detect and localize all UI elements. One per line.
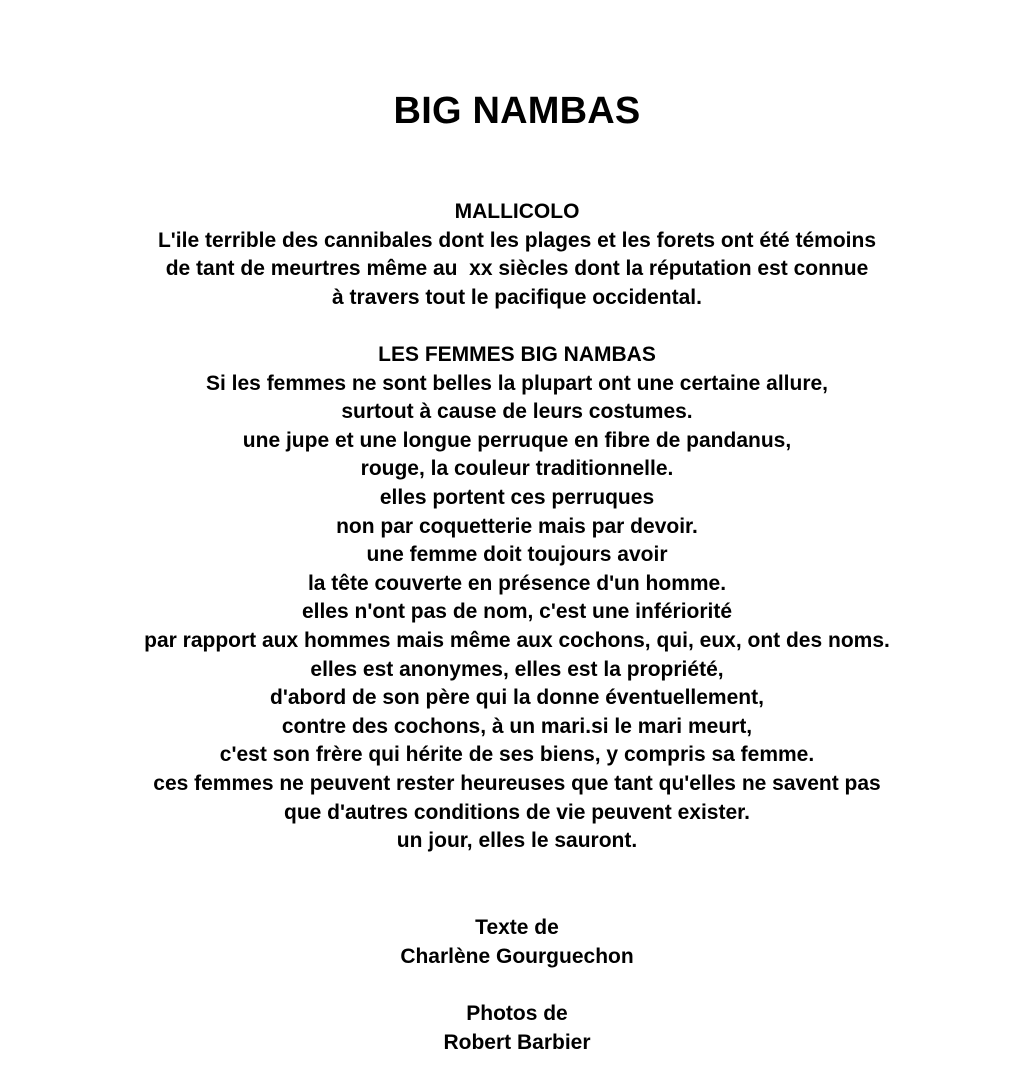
paragraph-line: rouge, la couleur traditionnelle. — [360, 457, 674, 481]
paragraph-line: elles est anonymes, elles est la propriété, — [310, 657, 724, 681]
paragraph-line: contre des cochons, à un mari.si le mari meurt, — [281, 714, 753, 738]
paragraph-line: un jour, elles le sauront. — [396, 829, 638, 853]
credits-photos-block — [0, 1000, 1024, 1057]
paragraph-line: elles portent ces perruques — [379, 485, 655, 509]
section-mallicolo — [0, 198, 1024, 312]
paragraph-line: c'est son frère qui hérite de ses biens, y compris sa femme. — [219, 743, 815, 767]
section-heading: MALLICOLO — [454, 200, 580, 223]
credit-author: Robert Barbier — [443, 1030, 591, 1054]
page-title: BIG NAMBAS — [393, 90, 641, 132]
credit-author: Charlène Gourguechon — [400, 944, 634, 968]
paragraph-line: par rapport aux hommes mais même aux cochons, qui, eux, ont des noms. — [144, 628, 890, 652]
credit-label: Photos de — [466, 1002, 568, 1025]
paragraph-line: que d'autres conditions de vie peuvent exister. — [284, 800, 750, 824]
credit-label: Texte de — [475, 916, 559, 939]
paragraph-line: une femme doit toujours avoir — [366, 543, 668, 567]
paragraph-line: d'abord de son père qui la donne éventuellement, — [270, 686, 764, 710]
section-heading: LES FEMMES BIG NAMBAS — [378, 343, 656, 366]
paragraph-line: L'ile terrible des cannibales dont les plages et les forets ont été témoins — [157, 228, 877, 252]
section-femmes-big-nambas — [0, 341, 1024, 856]
credits-text-block — [0, 914, 1024, 971]
paragraph-line: à travers tout le pacifique occidental. — [332, 285, 702, 309]
paragraph-line: non par coquetterie mais par devoir. — [336, 514, 698, 538]
paragraph-line: surtout à cause de leurs costumes. — [341, 400, 693, 424]
paragraph-line: elles n'ont pas de nom, c'est une infériorité — [301, 600, 733, 624]
paragraph-line: ces femmes ne peuvent rester heureuses que tant qu'elles ne savent pas — [153, 771, 881, 795]
paragraph-line: Si les femmes ne sont belles la plupart ont une certaine allure, — [205, 371, 829, 395]
paragraph-line: une jupe et une longue perruque en fibre de pandanus, — [242, 428, 792, 452]
paragraph-line: la tête couverte en présence d'un homme. — [307, 571, 727, 595]
paragraph-line: de tant de meurtres même au xx siècles dont la réputation est connue — [165, 257, 869, 281]
